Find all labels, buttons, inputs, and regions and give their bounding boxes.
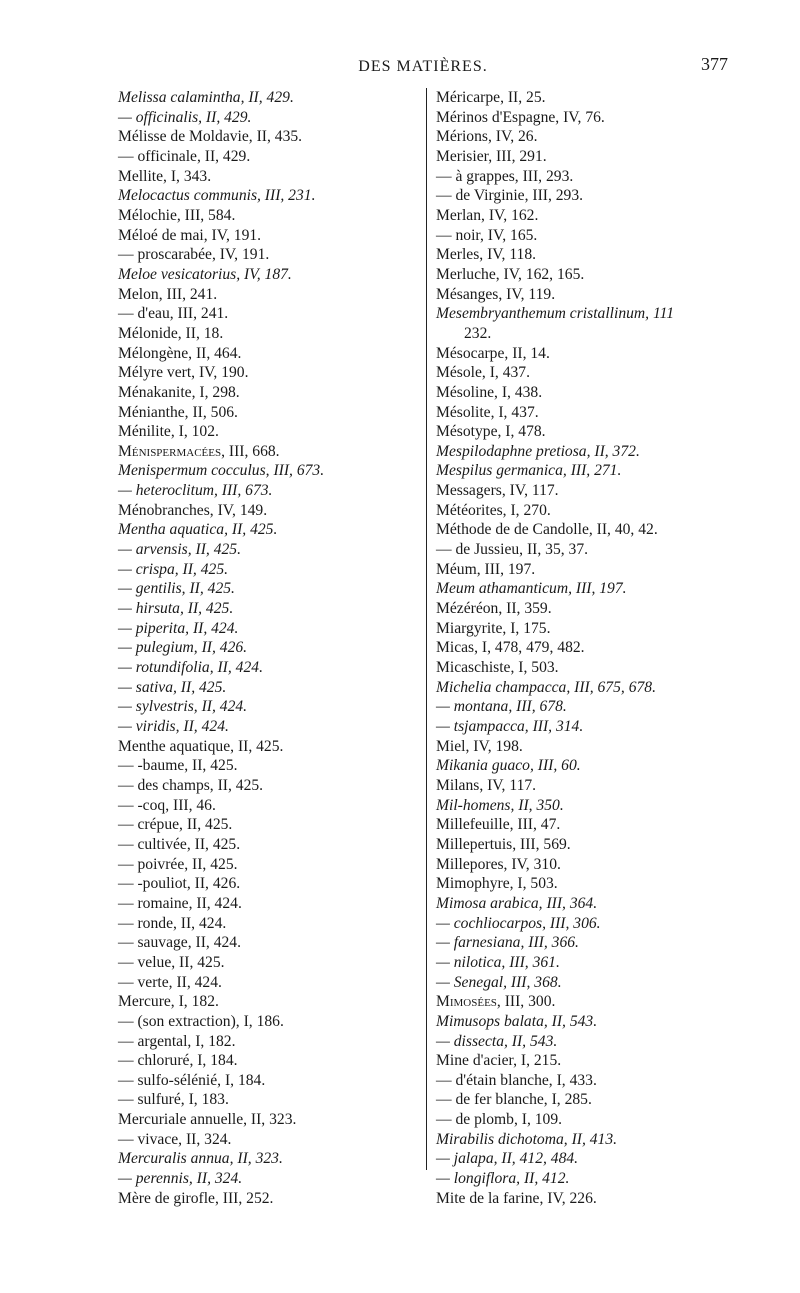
index-entry — [436, 894, 736, 914]
index-entry — [436, 540, 736, 560]
index-entry-text: Mespilus germanica, III, 271. — [436, 462, 622, 480]
index-entry — [118, 1149, 418, 1169]
index-entry-text: — heteroclitum, III, 673. — [118, 482, 273, 500]
index-entry — [436, 403, 736, 423]
index-entry-text: — gentilis, II, 425. — [118, 580, 235, 598]
index-entry — [436, 1051, 736, 1071]
index-entry — [118, 874, 418, 894]
index-entry — [118, 933, 418, 953]
index-entry — [436, 619, 736, 639]
index-entry-text: — viridis, II, 424. — [118, 718, 229, 735]
index-entry-text: Mellite, I, 343. — [118, 167, 212, 185]
index-entry — [436, 304, 736, 324]
index-entry — [118, 245, 418, 265]
column-divider — [426, 88, 427, 1170]
index-entry-text: — nilotica, III, 361. — [436, 953, 560, 971]
index-entry — [436, 776, 736, 796]
index-entry-text: Ménobranches, IV, 149. — [118, 501, 268, 519]
index-entry — [118, 1130, 418, 1150]
index-entry — [118, 992, 418, 1012]
index-entry-text: Merles, IV, 118. — [436, 246, 537, 264]
index-entry — [436, 992, 736, 1012]
index-entry-text: Michelia champacca, III, 675, 678. — [436, 678, 656, 696]
index-entry — [436, 697, 736, 717]
index-entry — [436, 324, 736, 344]
index-entry-text: — des champs, II, 425. — [118, 776, 264, 794]
index-entry-text: Météorites, I, 270. — [436, 501, 551, 519]
index-entry-text: Meloe vesicatorius, IV, 187. — [118, 265, 292, 283]
index-entry — [436, 855, 736, 875]
index-entry — [118, 285, 418, 305]
index-entry-text: Millepores, IV, 310. — [436, 855, 561, 873]
index-entry-text: — officinale, II, 429. — [118, 147, 251, 165]
index-entry-text: — sauvage, II, 424. — [118, 934, 241, 952]
index-entry — [118, 304, 418, 324]
index-entry — [436, 835, 736, 855]
index-entry-text: Melocactus communis, III, 231. — [118, 187, 316, 205]
index-entry-text: Mésole, I, 437. — [436, 364, 530, 382]
index-entry-text: Mimosées, III, 300. — [436, 993, 556, 1011]
index-entry — [118, 599, 418, 619]
index-entry — [118, 324, 418, 344]
index-entry — [436, 285, 736, 305]
index-entry — [118, 481, 418, 501]
index-entry — [118, 265, 418, 285]
index-entry — [436, 1110, 736, 1130]
index-entry — [118, 501, 418, 521]
index-entry-text: Merisier, III, 291. — [436, 147, 547, 165]
index-entry-text: Ménianthe, II, 506. — [118, 403, 238, 421]
index-entry-text: Mésocarpe, II, 14. — [436, 344, 550, 362]
index-entry-text: Mimosa arabica, III, 364. — [436, 894, 598, 912]
index-entry — [436, 1090, 736, 1110]
index-entry — [436, 953, 736, 973]
index-entry-text: Mespilodaphne pretiosa, II, 372. — [436, 442, 640, 460]
index-entry-text: Mimophyre, I, 503. — [436, 875, 558, 893]
index-entry — [436, 363, 736, 383]
index-entry-text: Mésoline, I, 438. — [436, 383, 543, 401]
index-entry-text: — crispa, II, 425. — [118, 560, 229, 578]
index-entry — [118, 914, 418, 934]
index-entry-text: — argental, I, 182. — [118, 1032, 236, 1050]
index-entry — [436, 186, 736, 206]
index-entry-text: Mercuriale annuelle, II, 323. — [118, 1111, 297, 1129]
index-entry-text: Miel, IV, 198. — [436, 737, 523, 755]
index-entry — [118, 127, 418, 147]
index-entry — [118, 973, 418, 993]
index-entry-text: — ronde, II, 424. — [118, 914, 227, 932]
index-entry-text: Mélisse de Moldavie, II, 435. — [118, 128, 303, 146]
index-entry-text: Mercure, I, 182. — [118, 993, 219, 1011]
index-entry-text: — romaine, II, 424. — [118, 894, 242, 912]
index-entry — [118, 796, 418, 816]
index-entry — [436, 481, 736, 501]
index-entry-text: Micas, I, 478, 479, 482. — [436, 639, 585, 657]
index-entry-text: Merlan, IV, 162. — [436, 206, 539, 224]
index-entry-text: Melissa calamintha, II, 429. — [118, 89, 294, 106]
index-entry — [436, 973, 736, 993]
index-entry — [436, 520, 736, 540]
index-entry — [118, 678, 418, 698]
index-entry-text: — de Virginie, III, 293. — [436, 187, 584, 205]
index-entry-text: Méum, III, 197. — [436, 560, 536, 578]
index-entry — [436, 796, 736, 816]
page-number: 377 — [701, 54, 728, 74]
index-entry — [118, 658, 418, 678]
index-entry-text: — cochliocarpos, III, 306. — [436, 914, 601, 932]
index-entry-text: — vivace, II, 324. — [118, 1130, 232, 1148]
index-entry — [436, 579, 736, 599]
index-entry-text: — chloruré, I, 184. — [118, 1052, 238, 1070]
index-entry — [118, 776, 418, 796]
index-entry-text: Mélongène, II, 464. — [118, 344, 242, 362]
index-entry-text: Mérions, IV, 26. — [436, 128, 538, 146]
index-entry-text: — montana, III, 678. — [436, 698, 567, 716]
index-entry-text: — arvensis, II, 425. — [118, 541, 242, 559]
index-entry — [436, 147, 736, 167]
index-entry-text: — sativa, II, 425. — [118, 678, 227, 696]
index-entry-text: — proscarabée, IV, 191. — [118, 246, 270, 264]
index-entry-text: Mélochie, III, 584. — [118, 206, 236, 224]
index-entry-text: Millepertuis, III, 569. — [436, 835, 571, 853]
index-entry — [436, 461, 736, 481]
index-entry-text: — -pouliot, II, 426. — [118, 875, 241, 893]
index-entry-text: — -coq, III, 46. — [118, 796, 216, 814]
index-entry-text: — Senegal, III, 368. — [436, 973, 562, 991]
index-entry — [118, 403, 418, 423]
index-entry-text: — poivrée, II, 425. — [118, 855, 238, 873]
index-entry — [436, 815, 736, 835]
index-entry-text: — verte, II, 424. — [118, 973, 222, 991]
index-entry-text: Mine d'acier, I, 215. — [436, 1052, 562, 1070]
index-entry-text: Melon, III, 241. — [118, 285, 218, 303]
index-entry — [118, 186, 418, 206]
index-entry — [118, 540, 418, 560]
index-entry-text: — d'étain blanche, I, 433. — [436, 1071, 597, 1089]
index-entry-text: — longiflora, II, 412. — [436, 1170, 570, 1188]
index-entry — [436, 501, 736, 521]
index-entry-text: Mimusops balata, II, 543. — [436, 1012, 598, 1030]
index-entry — [118, 422, 418, 442]
index-entry-text: — noir, IV, 165. — [436, 226, 538, 244]
index-entry — [436, 344, 736, 364]
index-entry-text: Mère de girofle, III, 252. — [118, 1189, 274, 1207]
index-entry-text: — jalapa, II, 412, 484. — [436, 1150, 579, 1168]
index-entry-text: Mélonide, II, 18. — [118, 324, 224, 342]
index-entry-text: Mite de la farine, IV, 226. — [436, 1189, 597, 1207]
index-entry-text: Miargyrite, I, 175. — [436, 619, 551, 637]
index-entry-text: Ménakanite, I, 298. — [118, 383, 240, 401]
index-entry — [436, 599, 736, 619]
index-entry — [436, 678, 736, 698]
index-entry — [118, 1051, 418, 1071]
index-entry-text: — à grappes, III, 293. — [436, 167, 574, 185]
index-entry-text: Mesembryanthemum cristallinum, 111 — [436, 305, 675, 323]
index-entry — [118, 560, 418, 580]
index-entry — [118, 697, 418, 717]
index-entry-text: — d'eau, III, 241. — [118, 305, 229, 323]
index-entry-text: — sulfo-sélénié, I, 184. — [118, 1071, 266, 1089]
index-entry-text: 232. — [464, 324, 492, 342]
index-entry-text: — cultivée, II, 425. — [118, 835, 241, 853]
index-entry-text: Mézéréon, II, 359. — [436, 600, 552, 618]
index-entry — [436, 1032, 736, 1052]
index-entry-text: Méthode de de Candolle, II, 40, 42. — [436, 521, 658, 539]
index-entry-text: Messagers, IV, 117. — [436, 482, 559, 500]
index-entry-text: Méloé de mai, IV, 191. — [118, 226, 262, 244]
index-entry — [118, 108, 418, 128]
index-entry — [118, 383, 418, 403]
index-entry-text: Ménispermacées, III, 668. — [118, 442, 280, 460]
index-entry — [436, 167, 736, 187]
index-entry — [436, 442, 736, 462]
index-entry-text: — officinalis, II, 429. — [118, 108, 252, 126]
index-entry — [436, 914, 736, 934]
index-entry-text: Mésanges, IV, 119. — [436, 285, 556, 303]
index-entry-text: Mirabilis dichotoma, II, 413. — [436, 1130, 618, 1148]
index-entry-text: — dissecta, II, 543. — [436, 1032, 558, 1050]
index-entry-text: — crépue, II, 425. — [118, 816, 233, 834]
index-entry — [436, 127, 736, 147]
index-entry — [436, 206, 736, 226]
index-entry — [118, 894, 418, 914]
index-entry-text: — sylvestris, II, 424. — [118, 698, 248, 716]
index-entry — [436, 422, 736, 442]
index-entry-text: Micaschiste, I, 503. — [436, 659, 559, 677]
index-entry — [436, 874, 736, 894]
index-entry — [436, 245, 736, 265]
running-head: DES MATIÈRES. — [358, 58, 488, 75]
index-entry-text: Millefeuille, III, 47. — [436, 816, 561, 834]
index-entry-text: Mil-homens, II, 350. — [436, 796, 564, 814]
index-entry — [436, 1071, 736, 1091]
index-entry — [436, 933, 736, 953]
index-entry — [436, 88, 736, 108]
index-entry — [118, 1169, 418, 1189]
index-entry — [436, 226, 736, 246]
index-entry-text: — hirsuta, II, 425. — [118, 600, 234, 618]
index-entry — [118, 167, 418, 187]
index-entry — [118, 1032, 418, 1052]
index-entry — [118, 953, 418, 973]
index-entry-text: — perennis, II, 324. — [118, 1170, 243, 1188]
index-entry — [436, 1149, 736, 1169]
index-entry — [118, 226, 418, 246]
index-entry — [118, 756, 418, 776]
index-entry — [118, 461, 418, 481]
index-entry-text: Meum athamanticum, III, 197. — [436, 580, 627, 598]
index-entry — [436, 1189, 736, 1209]
index-entry — [118, 619, 418, 639]
index-entry — [436, 1169, 736, 1189]
index-entry — [118, 520, 418, 540]
index-entry — [436, 658, 736, 678]
index-entry — [118, 1071, 418, 1091]
index-entry-text: Mercuralis annua, II, 323. — [118, 1150, 283, 1168]
index-entry-text: — de plomb, I, 109. — [436, 1111, 563, 1129]
index-entry — [118, 717, 418, 737]
index-entry — [118, 1110, 418, 1130]
index-entry — [118, 1189, 418, 1209]
index-entry-text: — farnesiana, III, 366. — [436, 934, 579, 952]
index-entry-text: Merluche, IV, 162, 165. — [436, 265, 585, 283]
index-entry — [118, 1012, 418, 1032]
index-entry-text: Mésolite, I, 437. — [436, 403, 539, 421]
index-entry — [118, 638, 418, 658]
index-entry-text: — de Jussieu, II, 35, 37. — [436, 541, 589, 559]
index-entry — [118, 442, 418, 462]
index-entry — [436, 383, 736, 403]
index-entry — [118, 147, 418, 167]
index-entry — [436, 1012, 736, 1032]
index-entry-text: Menispermum cocculus, III, 673. — [118, 462, 325, 480]
index-entry-text: — velue, II, 425. — [118, 953, 225, 971]
index-column-left — [118, 88, 418, 1208]
index-entry — [118, 88, 418, 108]
index-entry — [118, 363, 418, 383]
index-entry-text: — sulfuré, I, 183. — [118, 1091, 229, 1109]
index-entry — [436, 756, 736, 776]
index-entry-text: — piperita, II, 424. — [118, 619, 239, 637]
index-entry — [118, 1090, 418, 1110]
index-entry-text: — rotundifolia, II, 424. — [118, 659, 263, 677]
index-entry — [118, 206, 418, 226]
index-entry — [436, 108, 736, 128]
index-entry-text: Mikania guaco, III, 60. — [436, 757, 581, 775]
index-entry-text: — tsjampacca, III, 314. — [436, 718, 584, 735]
index-entry — [436, 737, 736, 757]
index-entry-text: Mérinos d'Espagne, IV, 76. — [436, 108, 605, 126]
index-entry — [436, 638, 736, 658]
index-entry-text: Mélyre vert, IV, 190. — [118, 364, 249, 382]
index-entry — [118, 579, 418, 599]
index-entry-text: Menthe aquatique, II, 425. — [118, 737, 284, 755]
index-entry-text: — pulegium, II, 426. — [118, 639, 248, 657]
index-entry — [436, 1130, 736, 1150]
index-entry-text: Méricarpe, II, 25. — [436, 89, 546, 106]
index-entry-text: Ménilite, I, 102. — [118, 423, 219, 441]
index-entry — [118, 737, 418, 757]
index-entry-text: — (son extraction), I, 186. — [118, 1012, 284, 1030]
index-entry — [118, 815, 418, 835]
index-entry — [118, 855, 418, 875]
index-entry — [436, 717, 736, 737]
index-entry — [118, 835, 418, 855]
index-entry-text: Mentha aquatica, II, 425. — [118, 521, 278, 539]
index-entry — [118, 344, 418, 364]
index-column-right — [436, 88, 736, 1208]
index-entry-text: Milans, IV, 117. — [436, 776, 537, 794]
index-entry-text: — -baume, II, 425. — [118, 757, 238, 775]
index-entry — [436, 265, 736, 285]
index-entry-text: — de fer blanche, I, 285. — [436, 1091, 592, 1109]
page-header — [118, 54, 728, 82]
index-entry — [436, 560, 736, 580]
index-entry-text: Mésotype, I, 478. — [436, 423, 546, 441]
